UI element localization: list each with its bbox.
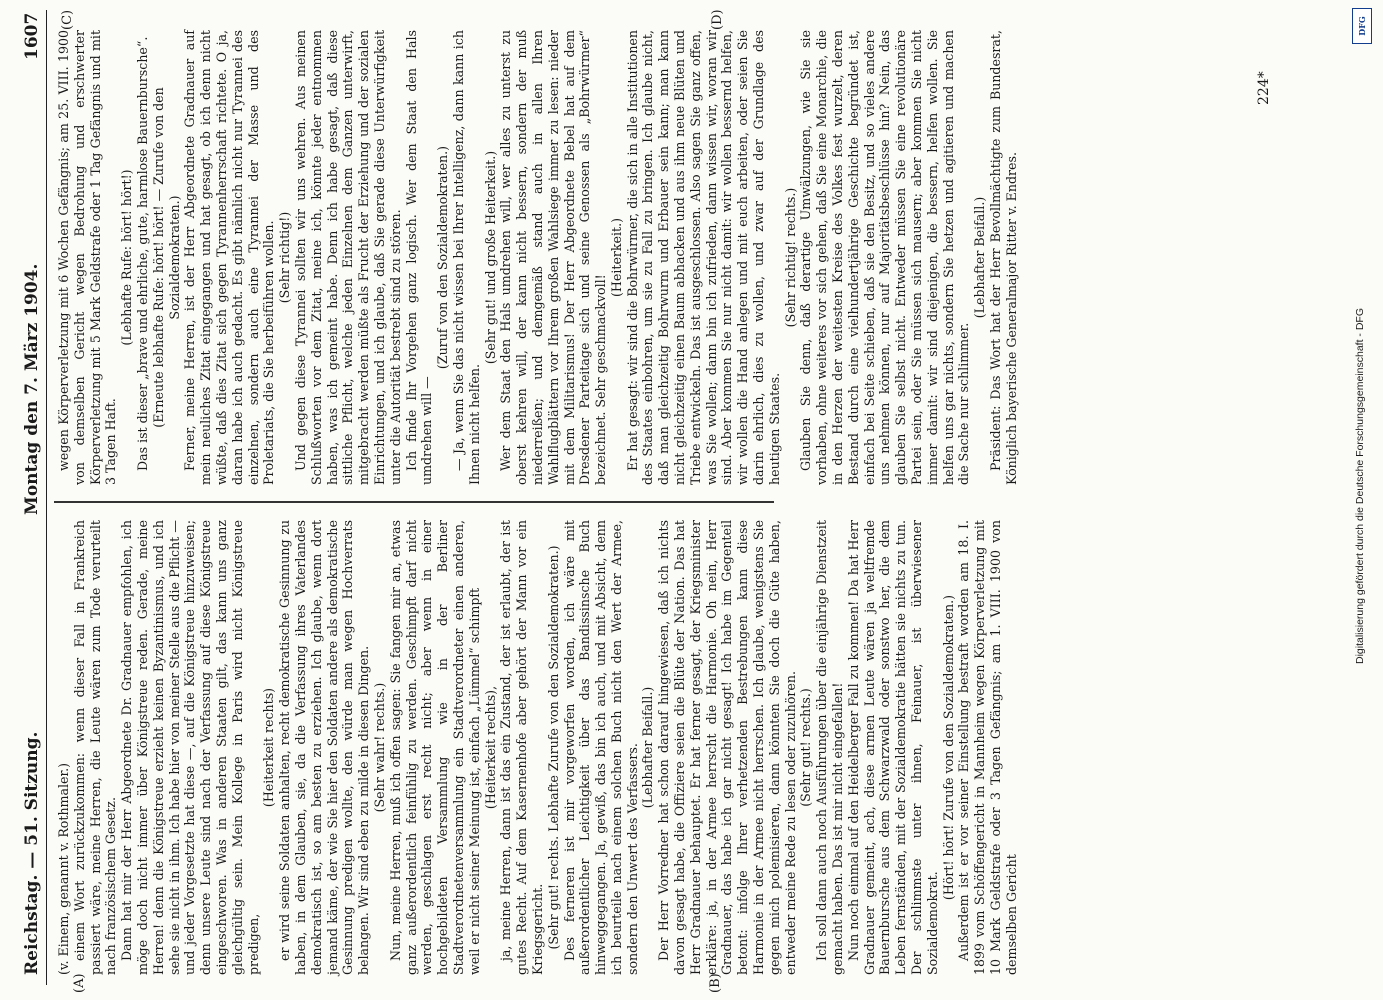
- margin-marker-c: (C): [60, 9, 75, 30]
- col2-paragraph: (Sehr richtig! rechts.): [782, 187, 798, 328]
- col1-paragraph: Außerdem ist er vor seiner Einstellung bestraft worden am 18. I. 1899 vom Schöffengericht in Mannheim wegen Körperverletzung mit 10 Mark Geldstrafe oder 3 Tagen Gefängnis; am 1. VIII. 1900 von demselben Gericht: [956, 520, 1019, 975]
- col1-paragraph: (Sehr gut! rechts.): [798, 688, 814, 807]
- col1-paragraph: Ich soll dann auch noch Ausführungen über die einjährige Dienstzeit gemacht haben. Das ist mir nicht eingefallen!: [814, 520, 846, 975]
- col2-paragraph: (Lebhafte Rufe: hört! hört!): [119, 169, 135, 346]
- col1-paragraph: Nun, meine Herren, muß ich offen sagen: Sie fangen mir an, etwas ganz außerordentlich feinfühlig zu werden. Geschimpft darf nicht werden, geschlagen erst recht nicht; aber wenn in einer hochgebildeten Versammlung wie in der Berliner Stadtverordnetenversammlung ein Stadtverordneter einen anderen, weil er nicht seiner Meinung ist, einfach „Lümmel“ schimpft: [387, 520, 482, 975]
- col2-paragraph: — Ja, wenn Sie das nicht wissen bei Ihrer Intelligenz, dann kann ich Ihnen nicht helfen.: [450, 30, 482, 485]
- margin-marker-b: (B): [708, 973, 723, 993]
- col1-paragraph: (Heiterkeit rechts): [261, 687, 277, 808]
- page-footer: 224*: [1256, 71, 1272, 105]
- col2-paragraph: (Sehr richtig!): [277, 211, 293, 304]
- col1-paragraph: Dann hat mir der Herr Abgeordnete Dr. Gradnauer empfohlen, ich möge doch nicht immer über Königstreue reden. Gerade, meine Herren! denn die Königstreue erzieht keinen Byzantinismus, und ich sehe sie nicht in ihm. Ich habe hier von meiner Stelle aus die Pflicht — und jeder Vorgesetzte hat diese —, auf die Königstreue hinzuweisen; denn unsere Leute sind nach der Verfassung auf diese Königstreue eingeschworen. Was in anderen Staaten gilt, das kann uns ganz gleichgültig sein. Mein Kollege in Paris wird nicht Königstreue predigen,: [119, 520, 261, 975]
- col1-paragraph: einem Wort zurückzukommen: wenn dieser Fall in Frankreich passiert wäre, meine Herren, die Leute wären zum Tode verurteilt nach französischem Gesetz.: [71, 520, 119, 975]
- col2-paragraph: Ich finde Ihr Vorgehen ganz logisch. Wer dem Staat den Hals umdrehen will —: [403, 30, 435, 485]
- col2-paragraph: (Zuruf von den Sozialdemokraten.): [435, 145, 451, 370]
- page-number: 1607: [22, 12, 42, 60]
- column-left-body: [72, 520, 1020, 975]
- column-left: [56, 520, 1020, 975]
- col1-paragraph: Des ferneren ist mir vorgeworfen worden, ich wäre mit außerordentlicher Leichtigkeit über das Bandissinsche Buch hinweggegangen. Ja, gewiß, das bin ich auch, und mit Absicht, denn ich beurteile nach einem solchen Buch nicht den Wert der Armee, sondern den Unwert des Verfassers.: [561, 520, 640, 975]
- col2-paragraph: Und gegen diese Tyrannei sollten wir uns wehren. Aus meinen Schlußworten vor dem Zitat, meine ich, könnte jeder entnommen haben, was ich gemeint habe. Denn ich habe gesagt, daß diese sittliche Pflicht, welche jeden Einzelnen dem Ganzen unterwirft, mitgebracht werden müßte als Frucht der Erziehung und der sozialen Einrichtungen, und ich glaube, daß Sie gerade diese Unterwürfigkeit unter die Autorität bestrebt sind zu stören.: [292, 30, 403, 485]
- col1-paragraph: Der Herr Vorredner hat schon darauf hingewiesen, daß ich nichts davon gesagt habe, die Offiziere seien die Blüte der Nation. Das hat Herr Gradnauer behauptet. Er hat ferner gesagt, der Kriegsminister erkläre: ja, in der Armee herrscht die Harmonie. Oh nein, Herr Gradnauer, das habe ich gar nicht gesagt! Ich habe im Gegenteil betont: infolge Ihrer verhetzenden Bestrebungen kann diese Harmonie in der Armee nicht herrschen. Ich glaube, wenigstens Sie gegen mich polemisieren, dann könnten Sie doch die Güte haben, entweder meine Rede zu lesen oder zuzuhören.: [656, 520, 798, 975]
- col2-paragraph: Er hat gesagt: wir sind die Bohrwürmer, die sich in alle Institutionen des Staates einbohren, um sie zu Fall zu bringen. Ich glaube nicht, daß man gleichzeitig Bohrwurm und Erbauer sein kann; man kann nicht gleichzeitig einen Baum abhacken und aus ihm neue Blüten und Triebe entwickeln. Das ist ausgeschlossen. Also sagen Sie ganz offen, was Sie wollen; dann bin ich zufrieden, dann wissen wir, woran wir sind. Aber kommen Sie nur nicht damit: wir wollen bessernd helfen, wir wollen die Hand anlegen und mit euch arbeiten, oder seien Sie darin ehrlich, dies zu wollen, und zwar auf der Grundlage des heutigen Staates.: [624, 30, 782, 485]
- col1-paragraph: (Lebhafter Beifall.): [640, 686, 656, 809]
- col1-paragraph: er wird seine Soldaten anhalten, recht demokratische Gesinnung zu haben, in dem Glauben, sie, da die Verfassung ihres Vaterlandes demokratisch ist, so am besten zu erziehen. Ich glaube, wenn dort jemand käme, der wie Sie hier den Soldaten andere als demokratische Gesinnung predigen wollte, den würde man wegen Hochverrats belangen. Wir sind eben zu milde in diesen Dingen.: [277, 520, 372, 975]
- dfg-caption: Digitalisierung gefördert durch die Deutsche Forschungsgemeinschaft - DFG: [1354, 308, 1366, 665]
- col2-paragraph: Ferner, meine Herren, ist der Herr Abgeordnete Gradnauer auf mein neuliches Zitat eingegangen und hat gesagt, ob ich denn nicht wüßte, daß dies Zitat sich gegen Tyrannenherrschaft richtete. O ja, daran habe ich auch gedacht. Es gibt nämlich nicht nur Tyrannei des einzelnen, sondern auch eine Tyrannei der Masse und des Proletariats, die Sie herbeiführen wollen.: [182, 30, 277, 485]
- column-right-body: [56, 30, 1020, 485]
- col1-paragraph: (Hört! hört! Zurufe von den Sozialdemokraten.): [940, 594, 956, 901]
- col1-paragraph: Nun noch einmal auf den Heidelberger Fall zu kommen! Da hat Herr Gradnauer gemeint, ach, diese armen Leute wären ja weltfremde Bauernbursche aus dem Schwarzwald oder sonstwo her, die dem Leben fernständen, mit der Sozialdemokratie hätten sie nichts zu tun. Der schlimmste unter ihnen, Feinauer, ist überwiesener Sozialdemokrat.: [845, 520, 940, 975]
- col1-paragraph: (Sehr gut! rechts. Lebhafte Zurufe von den Sozialdemokraten.): [545, 545, 561, 950]
- col1-paragraph: ja, meine Herren, dann ist das ein Zustand, der ist erlaubt, der ist gutes Recht. Auf dem Kasernenhofe aber gehört der Mann vor ein Kriegsgericht.: [498, 520, 545, 975]
- col2-paragraph: Wer dem Staat den Hals umdrehen will, wer alles zu unterst zu oberst kehren will, der kann nicht bessern, sondern der muß niederreißen; und demgemäß stand auch in allen Ihren Wahlflugblättern vor Ihrem großen Wahlsiege immer zu lesen: nieder mit dem Militarismus! Der Herr Abgeordnete Bebel hat auf dem Dresdener Parteitage sich und seine Genossen als „Bohrwürmer“ bezeichnet. Sehr geschmackvoll!: [498, 30, 609, 485]
- rotated-page: [20, 9, 1330, 993]
- margin-marker-a: (A): [72, 973, 87, 993]
- margin-marker-d: (D): [710, 9, 725, 30]
- col2-paragraph: (Heiterkeit.): [608, 218, 624, 297]
- dfg-logo: DFG: [1352, 8, 1372, 44]
- col2-paragraph: Präsident: Das Wort hat der Herr Bevollmächtigte zum Bundesrat, Königlich bayerische Generalmajor Ritter v. Endres.: [988, 30, 1019, 485]
- col2-paragraph: Glauben Sie denn, daß derartige Umwälzungen, wie Sie sie vorhaben, ohne weiteres vor sich gehen, daß Sie eine Monarchie, die in den Herzen der weitesten Kreise des Volkes fest wurzelt, deren Bestand durch eine vielhundertjährige Geschichte begründet ist, einfach bei Seite schieben, daß sie den Besitz, und so vieles andere uns nehmen können, nur auf Majoritätsbeschlüsse hin? Nein, das glauben Sie selbst nicht. Entweder müssen Sie eine revolutionäre Partei sein, oder Sie müssen sich mausern; aber kommen Sie nicht immer damit: wir sind diejenigen, die bessern, helfen wollen. Sie helfen uns gar nichts, sondern Sie hetzen und agitieren und machen die Sache nur schlimmer.: [798, 30, 972, 485]
- header-left: Reichstag. — 51. Sitzung.: [22, 731, 42, 975]
- column-right: [56, 30, 1020, 485]
- column-divider: [54, 502, 774, 504]
- col2-paragraph: (Lebhafter Beifall.): [972, 196, 988, 319]
- page-header: [20, 10, 47, 985]
- speaker-name: (v. Einem, genannt v. Rothmaler.): [56, 762, 71, 975]
- col2-paragraph: Das ist dieser „brave und ehrliche, gute, harmlose Bauernbursche“.: [134, 36, 150, 471]
- dfg-sidebar: [1340, 0, 1380, 1000]
- col2-paragraph: (Erneute lebhafte Rufe: hört! hört! — Zurufe von den Sozialdemokraten.): [150, 87, 182, 428]
- header-center: Montag den 7. März 1904.: [22, 263, 42, 515]
- col2-paragraph: (Sehr gut! und große Heiterkeit.): [482, 150, 498, 365]
- col2-paragraph: wegen Körperverletzung mit 6 Wochen Gefängnis; am 25. VIII. 1900 von demselben Gericht wegen Bedrohung und erschwerter Körperverletzung mit 5 Mark Geldstrafe oder 1 Tag Gefängnis und mit 3 Tagen Haft.: [56, 30, 119, 485]
- col1-paragraph: (Heiterkeit rechts),: [482, 685, 498, 810]
- col1-paragraph: (Sehr wahr! rechts.): [371, 682, 387, 813]
